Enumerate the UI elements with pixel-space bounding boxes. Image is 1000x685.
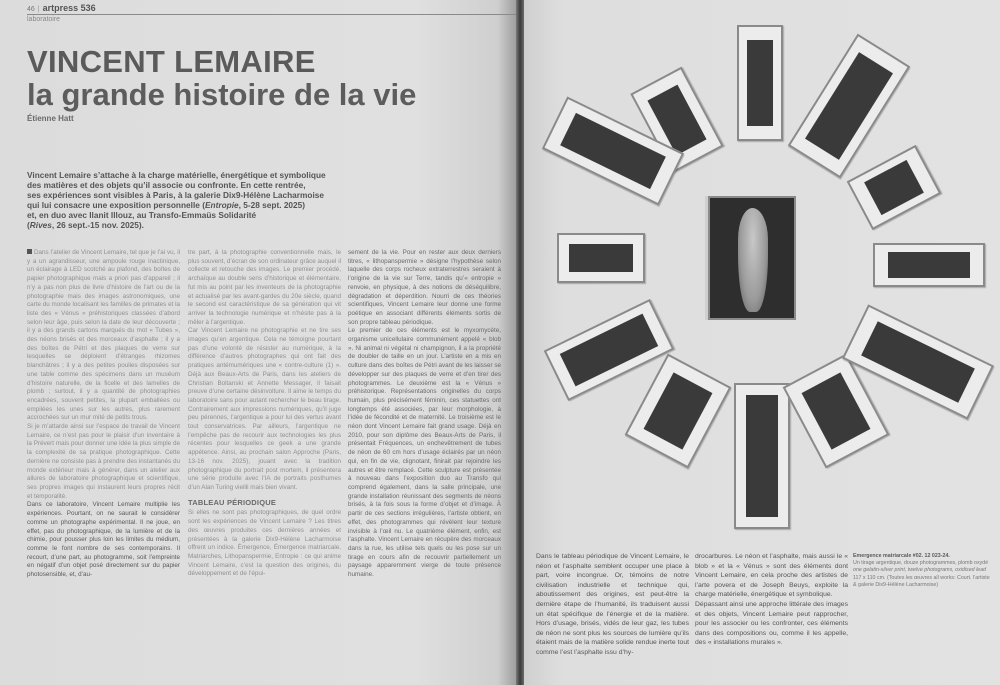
standfirst-text: , 5-28 sept. 2025)	[238, 200, 306, 210]
body-column-3	[348, 249, 501, 580]
image-caption	[853, 553, 993, 589]
paragraph: tre part, à la photographie conventionnelle mais, le plus souvent, d’écran de son ordinateur grâce auquel il collecte et retouche des images. Le premier procédé, archaïque au double sens d’historique et élémentaire, fut mis au point par les inventeurs de la photographie et actualisé par les avant-gardes du 20e siècle, quand le second est caractéristique de sa génération qui vit arriver la technologie numérique et n’hésite pas à la mêler à l’argentique.	[188, 249, 341, 326]
page-gutter	[516, 0, 524, 685]
folio	[27, 3, 96, 13]
body-column-1	[27, 249, 180, 580]
paragraph: Dans ce laboratoire, Vincent Lemaire multiplie les expériences. Pourtant, on ne saurait le considérer comme un photographe expérimental. Il ne joue, en effet, pas du photographique, de la lumière et de la chimie, pour pousser plus loin les limites du médium, comme le font nombre de ses contemporains. Il recourt, d’une part, au photogramme, soit l’empreinte en négatif d’un objet posé directement sur du papier photosensible, et, d’au-	[27, 501, 180, 579]
standfirst-line	[27, 200, 337, 210]
right-body-column-1	[536, 552, 689, 658]
standfirst-line	[27, 220, 337, 230]
article-subtitle: la grande histoire de la vie	[27, 77, 417, 112]
paragraph: Dans le tableau périodique de Vincent Lemaire, le néon et l’asphalte semblent occuper une place à part, voire incongrue. Or, témoins de notre civilisation industrielle et technique qui, aboutissement des origines, est peut-être la dernière étape de l’humanité, ils traduisent aussi un état spécifique de l’énergie et de la matière. Hors d’usage, brisés, vidés de leur gaz, les tubes de néon ne sont plus les sources de lumière qu’ils étaient mais de la matière solide rendue inerte tout comme l’est l’asphalte issu d’hy-	[536, 553, 689, 656]
standfirst-text: qui lui consacre une exposition personnelle (	[27, 200, 205, 210]
paragraph: Car Vincent Lemaire ne photographie et ne tire ses images qu’en argentique. Cela ne témoigne pourtant pas d’une volonté de résister au numérique, à la différence d’autres photographes qui ont fait des pratiques antémumériques une « contre-culture (1) ». Déjà aux Beaux-Arts de Paris, dans les ateliers de Christian Boltanski et Annette Messager, il faisait preuve d’une certaine désinvolture. Il aime le temps du laboratoire sans pour autant rechercher le beau tirage. Contrairement aux impressions numériques, qu’il juge peu pérennes, l’argentique a pour lui des vertus avant tout conservatrices. Par ailleurs, l’argentique ne l’empêche pas de recourir aux technologies les plus récentes pour lesquelles ce geek a une grande appétence. Ainsi, au prochain salon Approche (Paris, 13-16 nov. 2025), jouant avec la tradition photographique du portrait post mortem, il présentera une série produite avec l’IA de portraits posthumes d’un Alan Turing vieilli mais bien vivant.	[188, 327, 341, 491]
magazine-name: artpress 536	[42, 3, 96, 13]
standfirst	[27, 170, 337, 230]
lead-square-icon	[27, 249, 32, 254]
paragraph: Dépassant ainsi une approche littérale des images et des objets, Vincent Lemaire peut rapprocher, pour les associer ou les confronter, ces éléments dans des compositions ou, comme il les appelle, des « installations murales ».	[695, 600, 848, 647]
caption-credits: (Toutes les œuvres all works: Court. l’artiste & galerie Dix9-Hélène Lacharmoise)	[853, 574, 990, 588]
standfirst-text: (	[27, 220, 30, 230]
paragraph: Si je m’attarde ainsi sur l’espace de travail de Vincent Lemaire, ce n’est pas pour le plaisir d’un inventaire à la Prévert mais pour donner une idée la plus simple de la complexité de sa pratique photographique. Cette dernière ne consiste pas à prendre des instantanés du monde extérieur mais à générer, dans un atelier aux allures de laboratoire photographique et scientifique, ses propres images qui instaurent leurs propres récit et temporalité.	[27, 423, 180, 500]
photogram-frame	[734, 383, 790, 529]
caption-text-en: one gelatin-silver print, twelve photograms, oxidised lead	[853, 567, 987, 574]
right-body-column-2	[695, 552, 848, 648]
caption-dimensions: 117 x 110 cm.	[853, 574, 886, 581]
standfirst-text: , 26 sept.-15 nov. 2025).	[51, 220, 144, 230]
paragraph: Si elles ne sont pas photographiques, de quel ordre sont les expériences de Vincent Lemaire ? Les titres des œuvres produites ces dernières années et présentées à la galerie Dix9-Hélène Lacharmoise offrent un indice. Émergence, Émergence matriarcale, Matriarches, Lithopanspermie, Entropie : ce qui anime Vincent Lemaire, c’est la question des origines, du développement et de l’épui-	[188, 509, 341, 578]
photogram-frame	[873, 243, 985, 287]
section-heading: TABLEAU PÉRIODIQUE	[188, 497, 277, 507]
paragraph	[27, 249, 180, 423]
folio-separator: |	[37, 6, 40, 13]
article-title: VINCENT LEMAIRE	[27, 44, 316, 79]
paragraph: Le premier de ces éléments est le myxomycète, organisme unicellulaire communément appelé « blob ». Ni animal ni végétal ni champignon, il a la propriété de doubler de taille en un jour. L’artiste en a mis en culture dans des boîtes de Pétri avant de les laisser se développer sur des plaques de verre et d’en tirer des photogrammes. Le deuxième est la « Vénus » préhistorique. Représentations originelles du corps humain, plus précisément féminin, ces statuettes ont longtemps été associées, par leur morphologie, à l’idée de fécondité et de maternité. Le troisième est le néon dont Vincent Lemaire fait grand usage. Déjà en 2010, pour son diplôme des Beaux-Arts de Paris, il présentait Fréquences, un enchevêtrement de tubes de néon de 60 cm hors d’usage éclairés par un néon qui, en fin de vie, clignotant, finirait par rejoindre les autres et être remplacé. Cette sculpture est présentée à nouveau dans l’exposition duo au Transfo qui comprend également, dans la salle principale, une grande installation réunissant des segments de néons brisés, à la fois sous la forme d’objet et d’image. À partir de ces sections irrégulières, l’artiste obtient, en effet, des photogrammes qui révèlent leur texture invisible à l’œil nu. Le quatrième élément, enfin, est l’asphalte. Vincent Lemaire en récupère des morceaux dans la rue, les utilise tels quels ou les pose sur un tirage en cours afin de recouvrir partiellement un paysage apparemment vierge de toute présence humaine.	[348, 327, 501, 579]
rubric: laboratoire	[27, 16, 61, 23]
standfirst-line: et, en duo avec Ilanit Illouz, au Transfo-Emmaüs Solidarité	[27, 210, 257, 220]
standfirst-line: des matières et des objets qu’il associe ou confronte. En cette rentrée,	[27, 180, 306, 190]
standfirst-line: ses expériences sont visibles à Paris, à la galerie Dix9-Hélène Lacharmoise	[27, 190, 325, 200]
venus-figurine	[738, 208, 768, 312]
venus-figurine-frame	[708, 196, 796, 320]
body-column-2	[188, 249, 341, 579]
photogram-frame	[557, 233, 645, 283]
author-byline: Étienne Hatt	[27, 114, 74, 123]
page-number: 46	[27, 6, 35, 13]
exhibition-title: Entropie	[204, 200, 239, 210]
photogram-frame	[737, 25, 783, 141]
paragraph: sement de la vie. Pour en rester aux deux derniers titres, « lithopanspermie » désigne l’hypothèse selon laquelle des corps rocheux extraterrestres seraient à l’origine de la vie sur Terre, tandis qu’« entropie » renvoie, en physique, à des notions de déséquilibre, dégradation et déperdition. Nourri de ces théories scientifiques, Vincent Lemaire leur donne une forme poétique en associant différents éléments sortis de son propre tableau périodique.	[348, 249, 501, 326]
exhibition-title: Rives	[29, 220, 52, 230]
header-rule	[27, 14, 517, 15]
standfirst-line: Vincent Lemaire s’attache à la charge matérielle, énergétique et symbolique	[27, 170, 326, 180]
caption-title: Emergence matriarcale #02. 12 023-24.	[853, 553, 950, 559]
paragraph-text: Dans l’atelier de Vincent Lemaire, tel que je l’ai vu, il y a un agrandisseur, une ampoule rouge inactinique, un éclairage à LED scotché au plafond, des boîtes de papier photographique mais a priori pas d’appareil ; il n’y a pas non plus de livre d’histoire de l’art ou de la photographie mais des images astronomiques, une carte du monde localisant les familles de primates et la liste des « Vénus » préhistoriques classées d’abord selon leur âge, puis selon la date de leur découverte ; il y a des grands cartons marqués du mot « Tubes », des néons brisés et des morceaux d’asphalte ; il y a des boîtes de Pétri et des plaques de verre sur lesquelles se déploient d’étranges rhizomes blanchâtres ; il y a des petites poulies disposées sur une table comme des spécimens dans un muséum d’histoire naturelle, de la ficelle et des lamelles de plomb ; surtout, il y a quantité de photographies encadrées, souvent petites, la plupart emballées ou empilées les unes sur les autres, plus rarement accrochées sur un mur mité de petits trous.	[27, 249, 180, 422]
paragraph: drocarbures. Le néon et l’asphalte, mais aussi le « blob » et la « Vénus » sont des éléments dont Vincent Lemaire, en cela proche des artistes de l’arte povera et de Joseph Beuys, exploite la charge matérielle, énergétique et symbolique.	[695, 553, 848, 599]
caption-text-fr: Un tirage argentique, douze photogrammes, plomb oxydé	[853, 560, 989, 567]
